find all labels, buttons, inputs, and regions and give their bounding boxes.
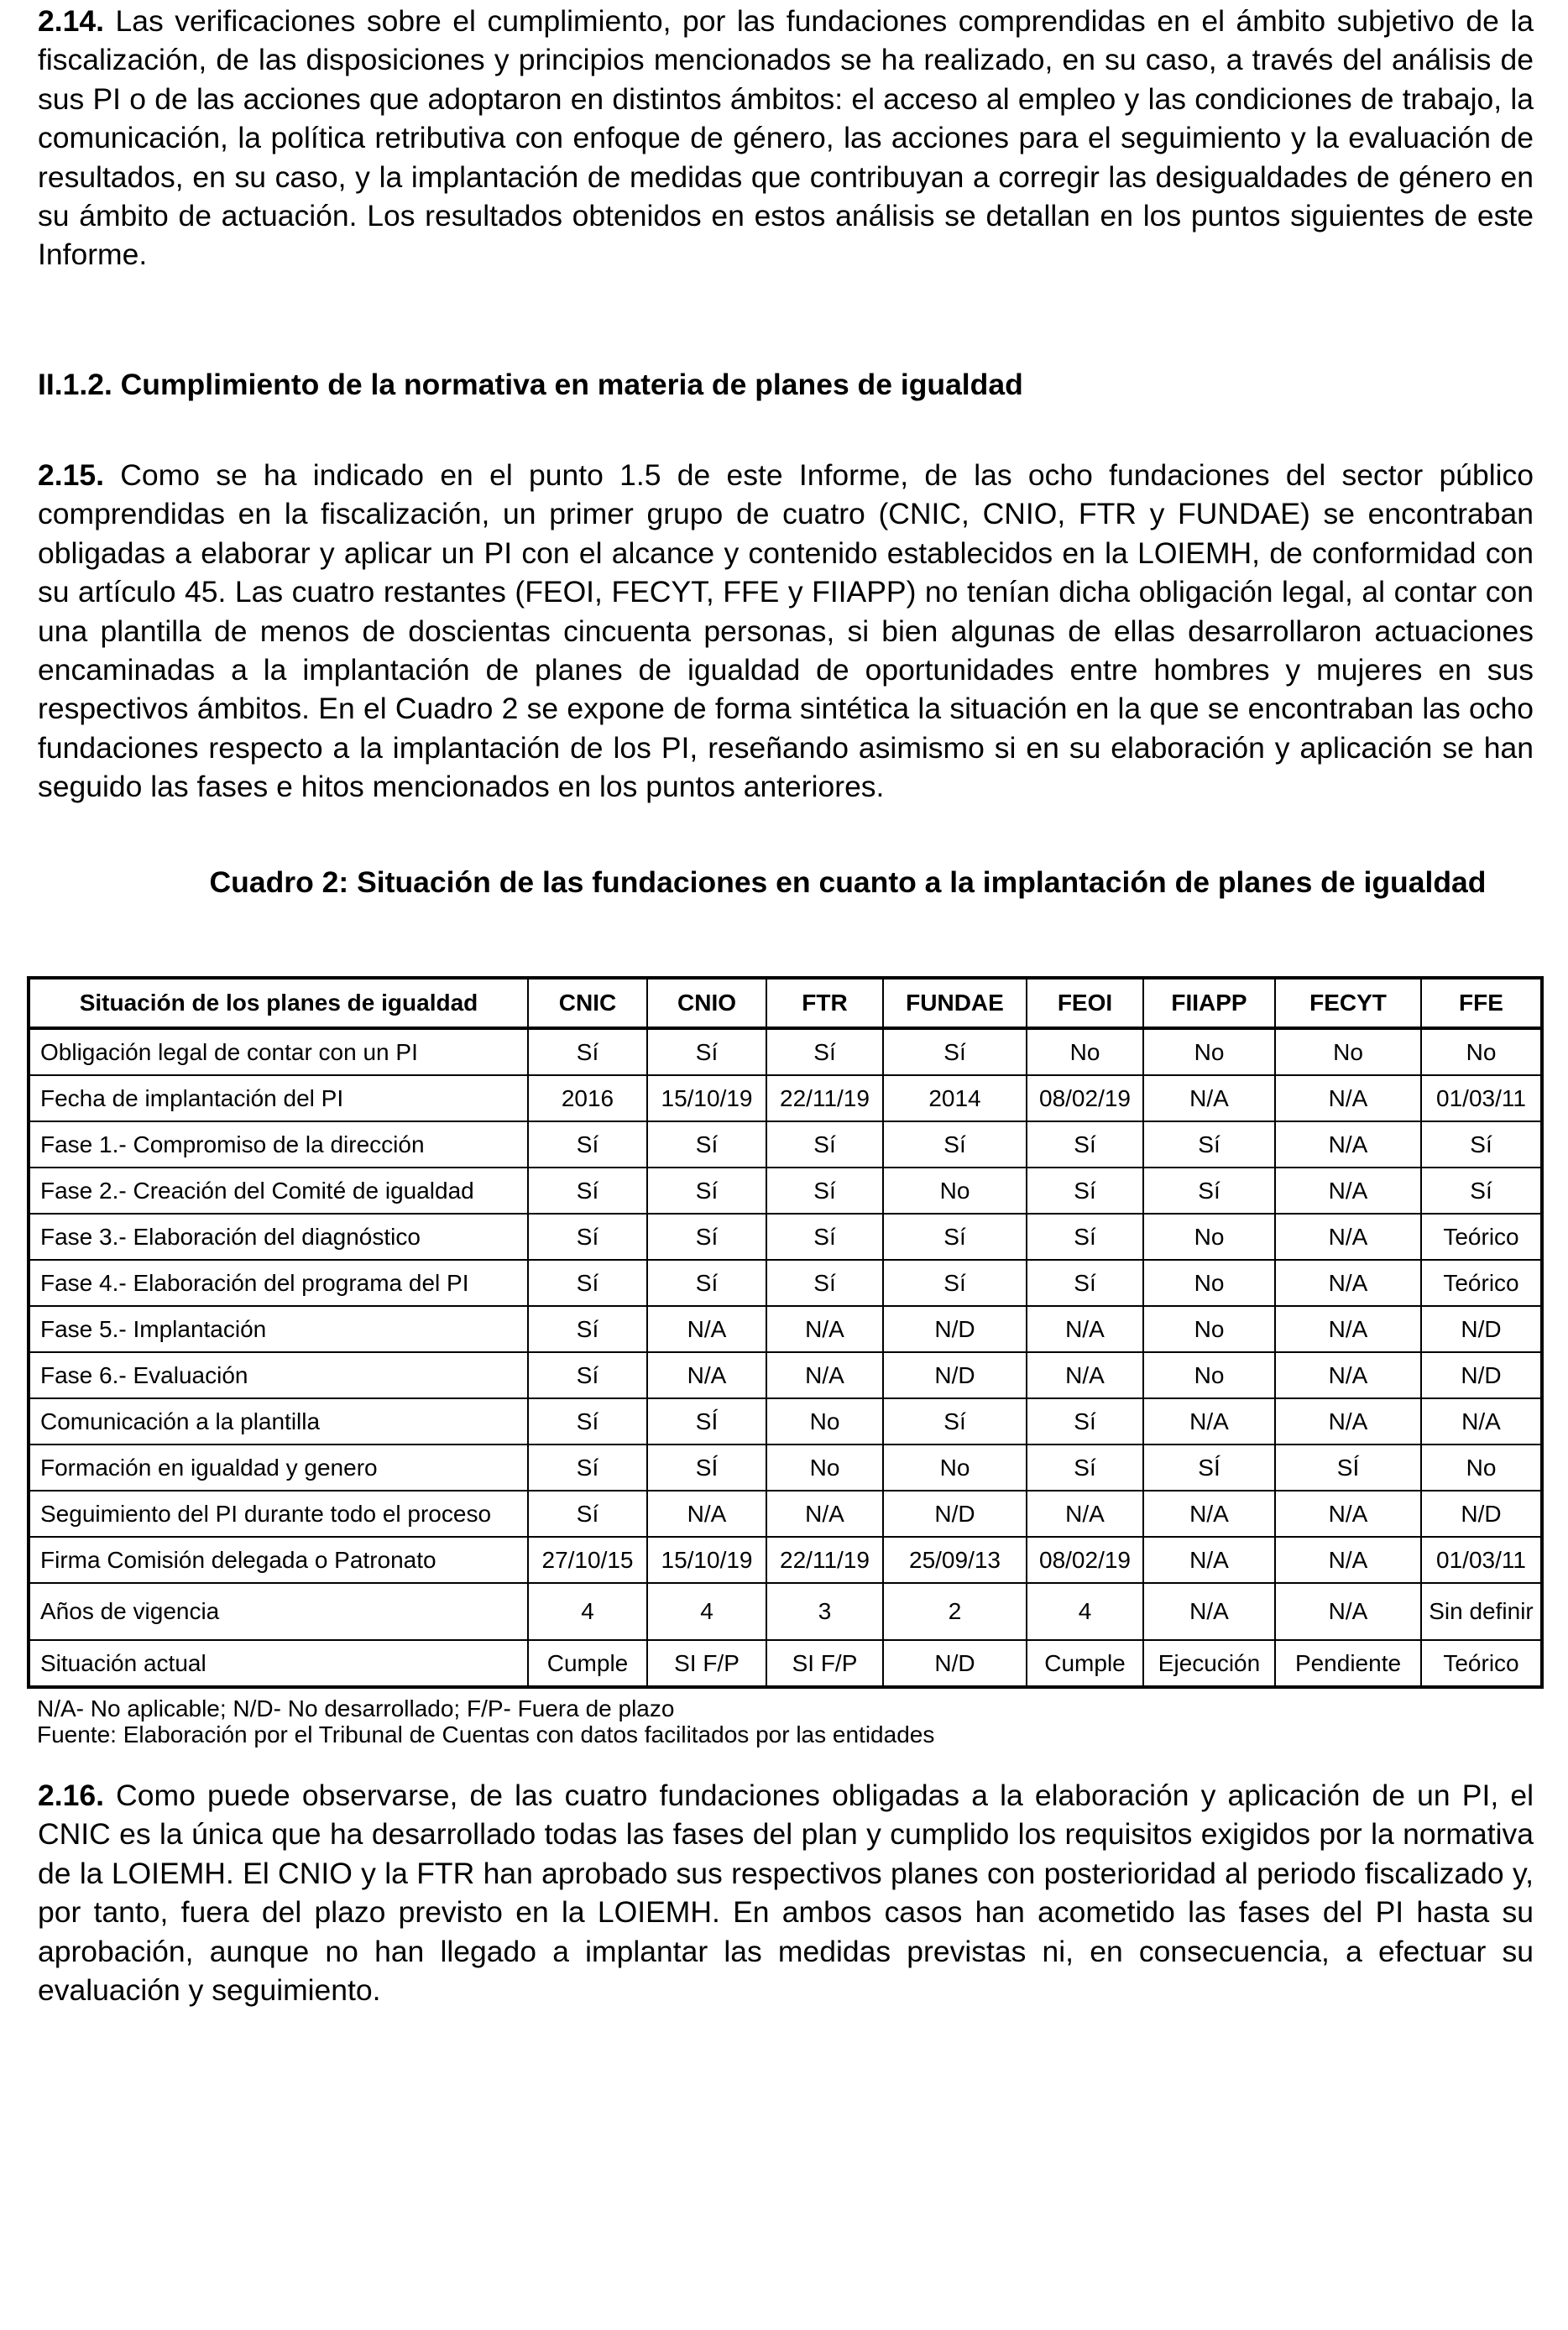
header-situation: Situación de los planes de igualdad: [29, 978, 528, 1028]
table-cell: Sí: [883, 1028, 1027, 1075]
table-cell: N/A: [1275, 1214, 1421, 1260]
table-cell: SI F/P: [766, 1640, 883, 1687]
table-row: [29, 1583, 1542, 1640]
table-cell: Sí: [766, 1260, 883, 1306]
table-row: [29, 1398, 1542, 1444]
table-cell: N/A: [766, 1306, 883, 1352]
table-cell: N/A: [1143, 1583, 1275, 1640]
table-cell: 2: [883, 1583, 1027, 1640]
paragraph-number: 2.15.: [38, 458, 104, 492]
table-cell: N/D: [883, 1491, 1027, 1537]
table-cell: Sí: [766, 1214, 883, 1260]
table-cell: 15/10/19: [647, 1075, 766, 1121]
row-label: Formación en igualdad y genero: [29, 1444, 528, 1491]
table-cell: No: [766, 1398, 883, 1444]
table-caption: Cuadro 2: Situación de las fundaciones en cuanto a la implantación de planes de igualdad: [209, 865, 1487, 899]
table-cell: Sí: [647, 1260, 766, 1306]
table-cell: 15/10/19: [647, 1537, 766, 1583]
table-cell: 4: [647, 1583, 766, 1640]
table-cell: N/A: [1275, 1398, 1421, 1444]
table-cell: Sí: [528, 1168, 647, 1214]
table-cell: No: [883, 1168, 1027, 1214]
table-cell: 01/03/11: [1421, 1537, 1542, 1583]
table-cell: N/A: [1143, 1537, 1275, 1583]
header-fecyt: FECYT: [1275, 978, 1421, 1028]
paragraph-number: 2.14.: [38, 4, 104, 38]
table-cell: N/A: [1275, 1168, 1421, 1214]
paragraph-2-15: [38, 456, 1534, 807]
table-cell: Sí: [528, 1352, 647, 1398]
table-cell: Ejecución: [1143, 1640, 1275, 1687]
paragraph-text: Como se ha indicado en el punto 1.5 de este Informe, de las ocho fundaciones del sector público comprendidas en la fiscalización, un primer grupo de cuatro (CNIC, CNIO, FTR y FUNDAE) se encontraban obligadas a elaborar y aplicar un PI con el alcance y contenido establecidos en la LOIEMH, de conformidad con su artículo 45. Las cuatro restantes (FEOI, FECYT, FFE y FIIAPP) no tenían dicha obligación legal, al contar con una plantilla de menos de doscientas cincuenta personas, si bien algunas de ellas desarrollaron actuaciones encaminadas a la implantación de planes de igualdad de oportunidades entre hombres y mujeres en sus respectivos ámbitos. En el Cuadro 2 se expone de forma sintética la situación en la que se encontraban las ocho fundaciones respecto a la implantación de los PI, reseñando asimismo si en su elaboración y aplicación se han seguido las fases e hitos mencionados en los puntos anteriores.: [38, 458, 1534, 804]
header-feoi: FEOI: [1027, 978, 1143, 1028]
source-note: Fuente: Elaboración por el Tribunal de Cuentas con datos facilitados por las entidades: [37, 1721, 935, 1748]
table-cell: Sí: [647, 1214, 766, 1260]
table-cell: Sí: [1027, 1398, 1143, 1444]
table-cell: N/A: [1027, 1306, 1143, 1352]
table-row: [29, 1121, 1542, 1168]
table-cell: Sí: [647, 1028, 766, 1075]
header-fundae: FUNDAE: [883, 978, 1027, 1028]
header-cnic: CNIC: [528, 978, 647, 1028]
table-cell: SÍ: [1143, 1444, 1275, 1491]
row-label: Obligación legal de contar con un PI: [29, 1028, 528, 1075]
table-cell: No: [1421, 1444, 1542, 1491]
table-cell: N/D: [883, 1352, 1027, 1398]
table-row: [29, 1306, 1542, 1352]
table-cell: N/D: [883, 1306, 1027, 1352]
table-cell: Sin definir: [1421, 1583, 1542, 1640]
table-cell: N/A: [1275, 1537, 1421, 1583]
table-cell: Sí: [1027, 1214, 1143, 1260]
table-cell: Teórico: [1421, 1214, 1542, 1260]
row-label: Fase 2.- Creación del Comité de igualdad: [29, 1168, 528, 1214]
table-row: [29, 1168, 1542, 1214]
row-label: Seguimiento del PI durante todo el proceso: [29, 1491, 528, 1537]
table-cell: No: [1143, 1214, 1275, 1260]
table-row: [29, 1075, 1542, 1121]
table-cell: 08/02/19: [1027, 1075, 1143, 1121]
row-label: Fase 5.- Implantación: [29, 1306, 528, 1352]
table-cell: Sí: [528, 1214, 647, 1260]
table-cell: Sí: [1421, 1168, 1542, 1214]
table-cell: N/A: [766, 1491, 883, 1537]
table-cell: Sí: [1421, 1121, 1542, 1168]
header-cnio: CNIO: [647, 978, 766, 1028]
table-cell: Sí: [528, 1491, 647, 1537]
table-cell: SÍ: [647, 1444, 766, 1491]
table-cell: No: [1275, 1028, 1421, 1075]
table-cell: N/A: [647, 1306, 766, 1352]
table-cell: 2016: [528, 1075, 647, 1121]
table-row: [29, 1640, 1542, 1687]
table-cell: Sí: [766, 1168, 883, 1214]
table-cell: No: [1143, 1352, 1275, 1398]
table-cell: N/D: [1421, 1306, 1542, 1352]
table-cell: SÍ: [647, 1398, 766, 1444]
table-row: [29, 1260, 1542, 1306]
table-cell: SÍ: [1275, 1444, 1421, 1491]
row-label: Fase 3.- Elaboración del diagnóstico: [29, 1214, 528, 1260]
table-cell: No: [1143, 1260, 1275, 1306]
table-cell: N/A: [1027, 1491, 1143, 1537]
table-cell: 22/11/19: [766, 1537, 883, 1583]
row-label: Fase 6.- Evaluación: [29, 1352, 528, 1398]
table-cell: N/A: [1143, 1075, 1275, 1121]
table-cell: Sí: [528, 1260, 647, 1306]
table-cell: No: [1421, 1028, 1542, 1075]
table-cell: 25/09/13: [883, 1537, 1027, 1583]
table-cell: Sí: [1027, 1168, 1143, 1214]
table-cell: N/A: [1275, 1583, 1421, 1640]
table-cell: N/A: [1027, 1352, 1143, 1398]
header-ftr: FTR: [766, 978, 883, 1028]
table-cell: Cumple: [528, 1640, 647, 1687]
table-cell: No: [1143, 1028, 1275, 1075]
table-row: [29, 1537, 1542, 1583]
table-cell: Sí: [883, 1121, 1027, 1168]
table-row: [29, 1491, 1542, 1537]
table-cell: 3: [766, 1583, 883, 1640]
table-cell: N/D: [1421, 1352, 1542, 1398]
table-cell: Sí: [528, 1121, 647, 1168]
table-cell: 08/02/19: [1027, 1537, 1143, 1583]
table-cell: N/A: [1275, 1491, 1421, 1537]
table-cell: Cumple: [1027, 1640, 1143, 1687]
table-header-row: [29, 978, 1542, 1028]
row-label: Situación actual: [29, 1640, 528, 1687]
table-container: [27, 976, 1544, 1689]
table-notes: [37, 1695, 934, 1748]
table-cell: N/A: [1275, 1352, 1421, 1398]
table-cell: 22/11/19: [766, 1075, 883, 1121]
table-cell: Pendiente: [1275, 1640, 1421, 1687]
table-cell: Sí: [1027, 1121, 1143, 1168]
table-cell: 27/10/15: [528, 1537, 647, 1583]
table-row: [29, 1352, 1542, 1398]
table-cell: Sí: [766, 1121, 883, 1168]
table-cell: No: [766, 1444, 883, 1491]
table-cell: Sí: [528, 1306, 647, 1352]
table-cell: Sí: [528, 1444, 647, 1491]
table-cell: Sí: [1143, 1121, 1275, 1168]
table-cell: Sí: [883, 1214, 1027, 1260]
table-cell: N/A: [1275, 1075, 1421, 1121]
row-label: Firma Comisión delegada o Patronato: [29, 1537, 528, 1583]
table-row: [29, 1444, 1542, 1491]
table-cell: No: [1027, 1028, 1143, 1075]
table-row: [29, 1214, 1542, 1260]
table-cell: No: [1143, 1306, 1275, 1352]
row-label: Comunicación a la plantilla: [29, 1398, 528, 1444]
table-cell: Sí: [1027, 1444, 1143, 1491]
row-label: Fase 4.- Elaboración del programa del PI: [29, 1260, 528, 1306]
table-body: [29, 1028, 1542, 1687]
table-cell: Sí: [647, 1121, 766, 1168]
table-cell: Teórico: [1421, 1640, 1542, 1687]
table-cell: 4: [1027, 1583, 1143, 1640]
paragraph-number: 2.16.: [38, 1779, 104, 1812]
table-cell: 01/03/11: [1421, 1075, 1542, 1121]
header-ffe: FFE: [1421, 978, 1542, 1028]
table-cell: 2014: [883, 1075, 1027, 1121]
table-cell: Sí: [766, 1028, 883, 1075]
equality-plans-table: [27, 976, 1544, 1689]
table-cell: N/A: [647, 1491, 766, 1537]
table-cell: Sí: [1143, 1168, 1275, 1214]
table-row: [29, 1028, 1542, 1075]
table-cell: N/A: [1143, 1491, 1275, 1537]
table-cell: Teórico: [1421, 1260, 1542, 1306]
table-cell: Sí: [883, 1398, 1027, 1444]
table-cell: N/D: [1421, 1491, 1542, 1537]
paragraph-2-16: [38, 1776, 1534, 2009]
header-fiiapp: FIIAPP: [1143, 978, 1275, 1028]
table-cell: N/A: [1421, 1398, 1542, 1444]
table-cell: N/A: [766, 1352, 883, 1398]
table-cell: N/A: [1143, 1398, 1275, 1444]
table-cell: N/A: [1275, 1306, 1421, 1352]
row-label: Años de vigencia: [29, 1583, 528, 1640]
paragraph-text: Las verificaciones sobre el cumplimiento, por las fundaciones comprendidas en el ámbito subjetivo de la fiscalización, de las disposiciones y principios mencionados se ha realizado, en su caso, a través del análisis de sus PI o de las acciones que adoptaron en distintos ámbitos: el acceso al empleo y las condiciones de trabajo, la comunicación, la política retributiva con enfoque de género, las acciones para el seguimiento y la evaluación de resultados, en su caso, y la implantación de medidas que contribuyan a corregir las desigualdades de género en su ámbito de actuación. Los resultados obtenidos en estos análisis se detallan en los puntos siguientes de este Informe.: [38, 4, 1534, 272]
table-cell: Sí: [647, 1168, 766, 1214]
row-label: Fase 1.- Compromiso de la dirección: [29, 1121, 528, 1168]
table-cell: Sí: [883, 1260, 1027, 1306]
table-cell: N/A: [647, 1352, 766, 1398]
paragraph-2-14: [38, 2, 1534, 274]
table-cell: SI F/P: [647, 1640, 766, 1687]
paragraph-text: Como puede observarse, de las cuatro fundaciones obligadas a la elaboración y aplicación de un PI, el CNIC es la única que ha desarrollado todas las fases del plan y cumplido los requisitos exigidos por la normativa de la LOIEMH. El CNIO y la FTR han aprobado sus respectivos planes con posterioridad al periodo fiscalizado y, por tanto, fuera del plazo previsto en la LOIEMH. En ambos casos han acometido las fases del PI hasta su aprobación, aunque no han llegado a implantar las medidas previstas ni, en consecuencia, a efectuar su evaluación y seguimiento.: [38, 1779, 1534, 2008]
section-heading: II.1.2. Cumplimiento de la normativa en materia de planes de igualdad: [38, 368, 1023, 401]
abbreviations-note: N/A- No aplicable; N/D- No desarrollado; F/P- Fuera de plazo: [37, 1695, 675, 1721]
table-cell: Sí: [1027, 1260, 1143, 1306]
table-cell: 4: [528, 1583, 647, 1640]
table-cell: Sí: [528, 1028, 647, 1075]
table-cell: N/A: [1275, 1121, 1421, 1168]
table-cell: N/D: [883, 1640, 1027, 1687]
table-cell: Sí: [528, 1398, 647, 1444]
table-cell: No: [883, 1444, 1027, 1491]
row-label: Fecha de implantación del PI: [29, 1075, 528, 1121]
table-cell: N/A: [1275, 1260, 1421, 1306]
